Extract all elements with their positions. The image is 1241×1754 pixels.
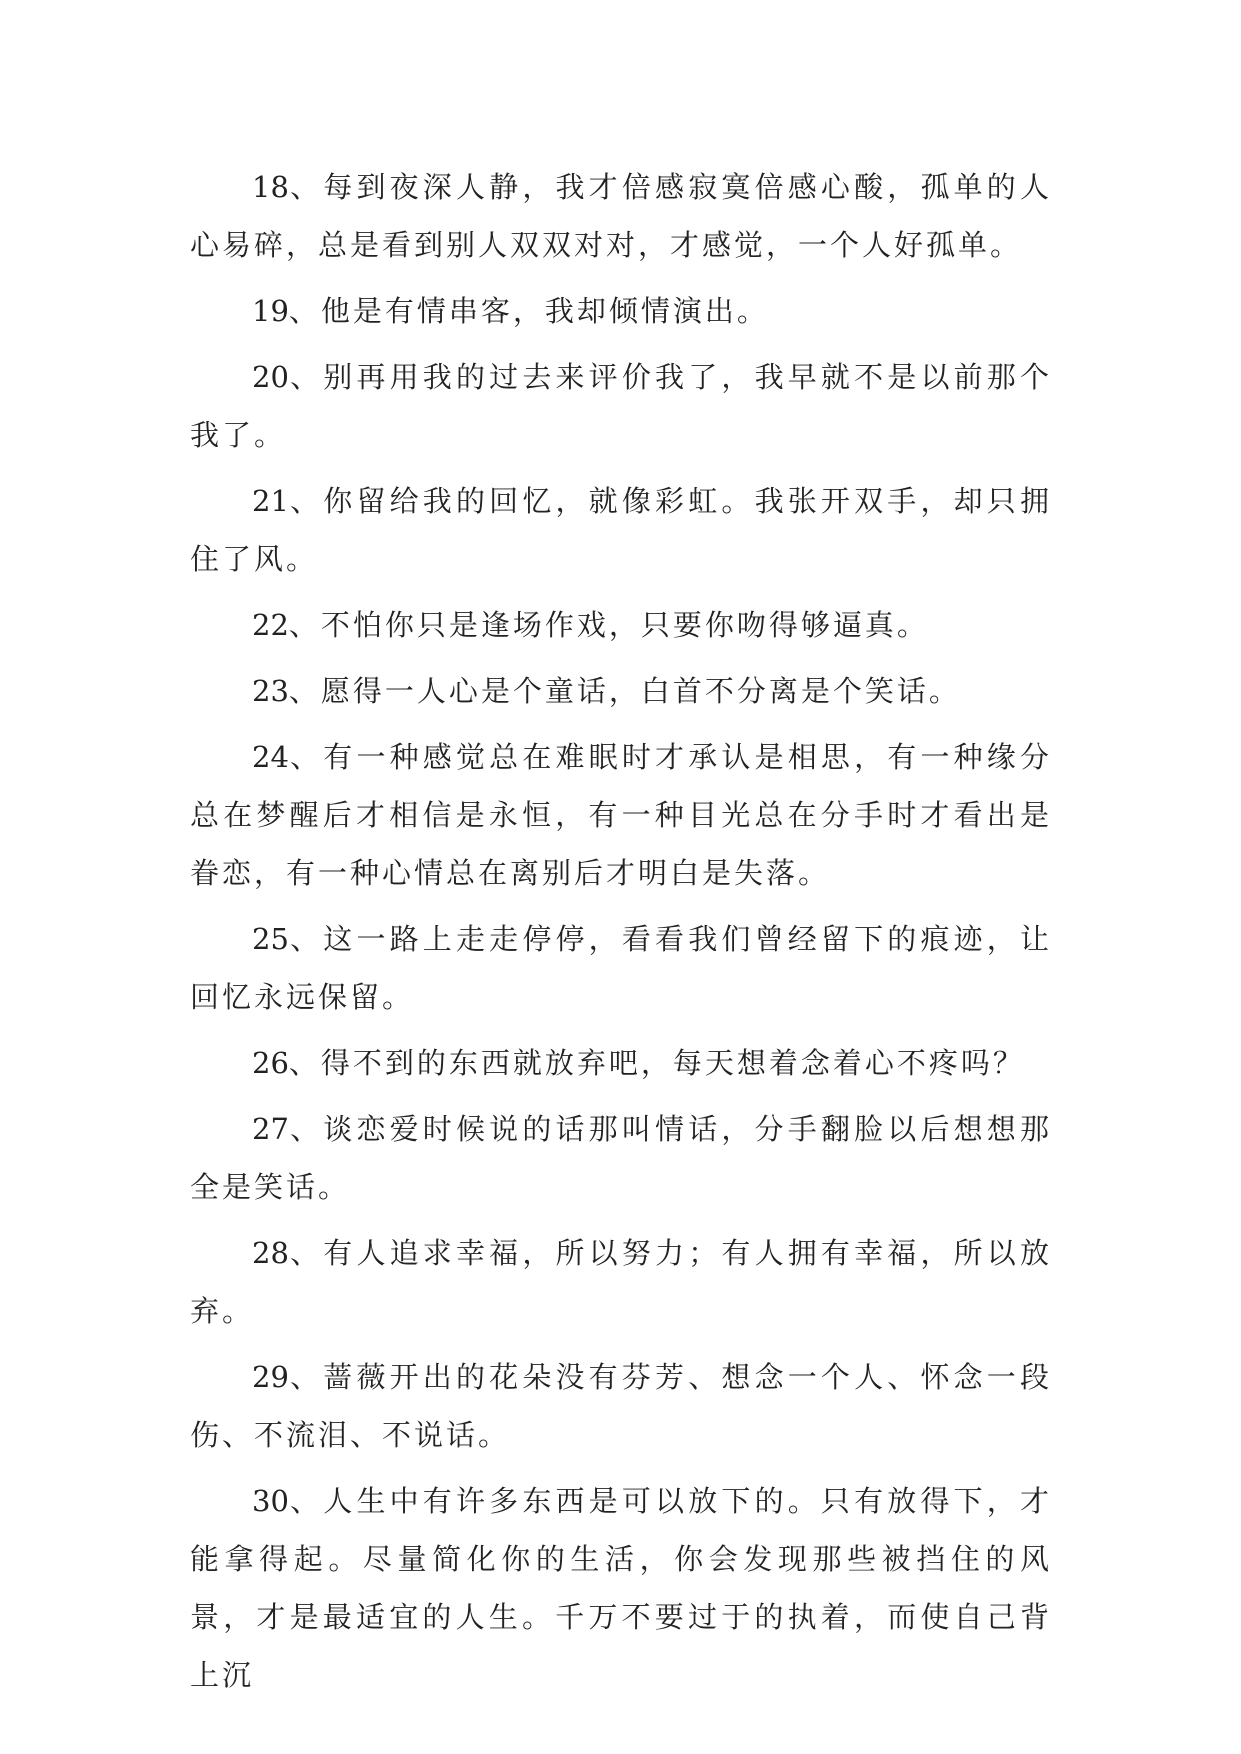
paragraph-number: 30 <box>252 1484 289 1518</box>
paragraph-number: 28 <box>252 1236 289 1270</box>
paragraph-number: 20 <box>252 360 289 394</box>
paragraph-29 <box>190 1348 1052 1464</box>
paragraph-28 <box>190 1224 1052 1340</box>
paragraph-24 <box>190 728 1052 902</box>
paragraph-text: 、人生中有许多东西是可以放下的。只有放得下，才能拿得起。尽量简化你的生活，你会发现那些被挡住的风景，才是最适宜的人生。千万不要过于的执着，而使自己背上沉 <box>190 1484 1052 1692</box>
paragraph-text: 、每到夜深人静，我才倍感寂寞倍感心酸，孤单的人心易碎，总是看到别人双双对对，才感觉，一个人好孤单。 <box>190 170 1052 262</box>
paragraph-25 <box>190 910 1052 1026</box>
paragraph-22 <box>190 596 1052 654</box>
paragraph-number: 27 <box>252 1112 289 1146</box>
paragraph-text: 、有人追求幸福，所以努力；有人拥有幸福，所以放弃。 <box>190 1236 1052 1328</box>
paragraph-number: 18 <box>252 170 289 204</box>
paragraph-number: 29 <box>252 1360 289 1394</box>
paragraph-number: 21 <box>252 484 289 518</box>
paragraph-18 <box>190 158 1052 274</box>
document-body <box>190 158 1052 1712</box>
paragraph-text: 、谈恋爱时候说的话那叫情话，分手翻脸以后想想那全是笑话。 <box>190 1112 1052 1204</box>
paragraph-number: 24 <box>252 740 289 774</box>
paragraph-19 <box>190 282 1052 340</box>
paragraph-text: 、别再用我的过去来评价我了，我早就不是以前那个我了。 <box>190 360 1052 452</box>
paragraph-30 <box>190 1472 1052 1704</box>
paragraph-text: 、愿得一人心是个童话，白首不分离是个笑话。 <box>288 674 961 708</box>
paragraph-number: 23 <box>252 674 289 708</box>
paragraph-number: 26 <box>252 1046 289 1080</box>
paragraph-text: 、得不到的东西就放弃吧，每天想着念着心不疼吗？ <box>288 1046 1025 1080</box>
paragraph-number: 22 <box>252 608 289 642</box>
paragraph-text: 、蔷薇开出的花朵没有芬芳、想念一个人、怀念一段伤、不流泪、不说话。 <box>190 1360 1052 1452</box>
paragraph-20 <box>190 348 1052 464</box>
paragraph-text: 、有一种感觉总在难眠时才承认是相思，有一种缘分总在梦醒后才相信是永恒，有一种目光总在分手时才看出是眷恋，有一种心情总在离别后才明白是失落。 <box>190 740 1052 890</box>
paragraph-number: 25 <box>252 922 289 956</box>
paragraph-text: 、不怕你只是逢场作戏，只要你吻得够逼真。 <box>288 608 929 642</box>
paragraph-text: 、这一路上走走停停，看看我们曾经留下的痕迹，让回忆永远保留。 <box>190 922 1052 1014</box>
paragraph-number: 19 <box>252 294 289 328</box>
paragraph-27 <box>190 1100 1052 1216</box>
paragraph-text: 、他是有情串客，我却倾情演出。 <box>288 294 769 328</box>
paragraph-26 <box>190 1034 1052 1092</box>
paragraph-21 <box>190 472 1052 588</box>
paragraph-23 <box>190 662 1052 720</box>
paragraph-text: 、你留给我的回忆，就像彩虹。我张开双手，却只拥住了风。 <box>190 484 1052 576</box>
